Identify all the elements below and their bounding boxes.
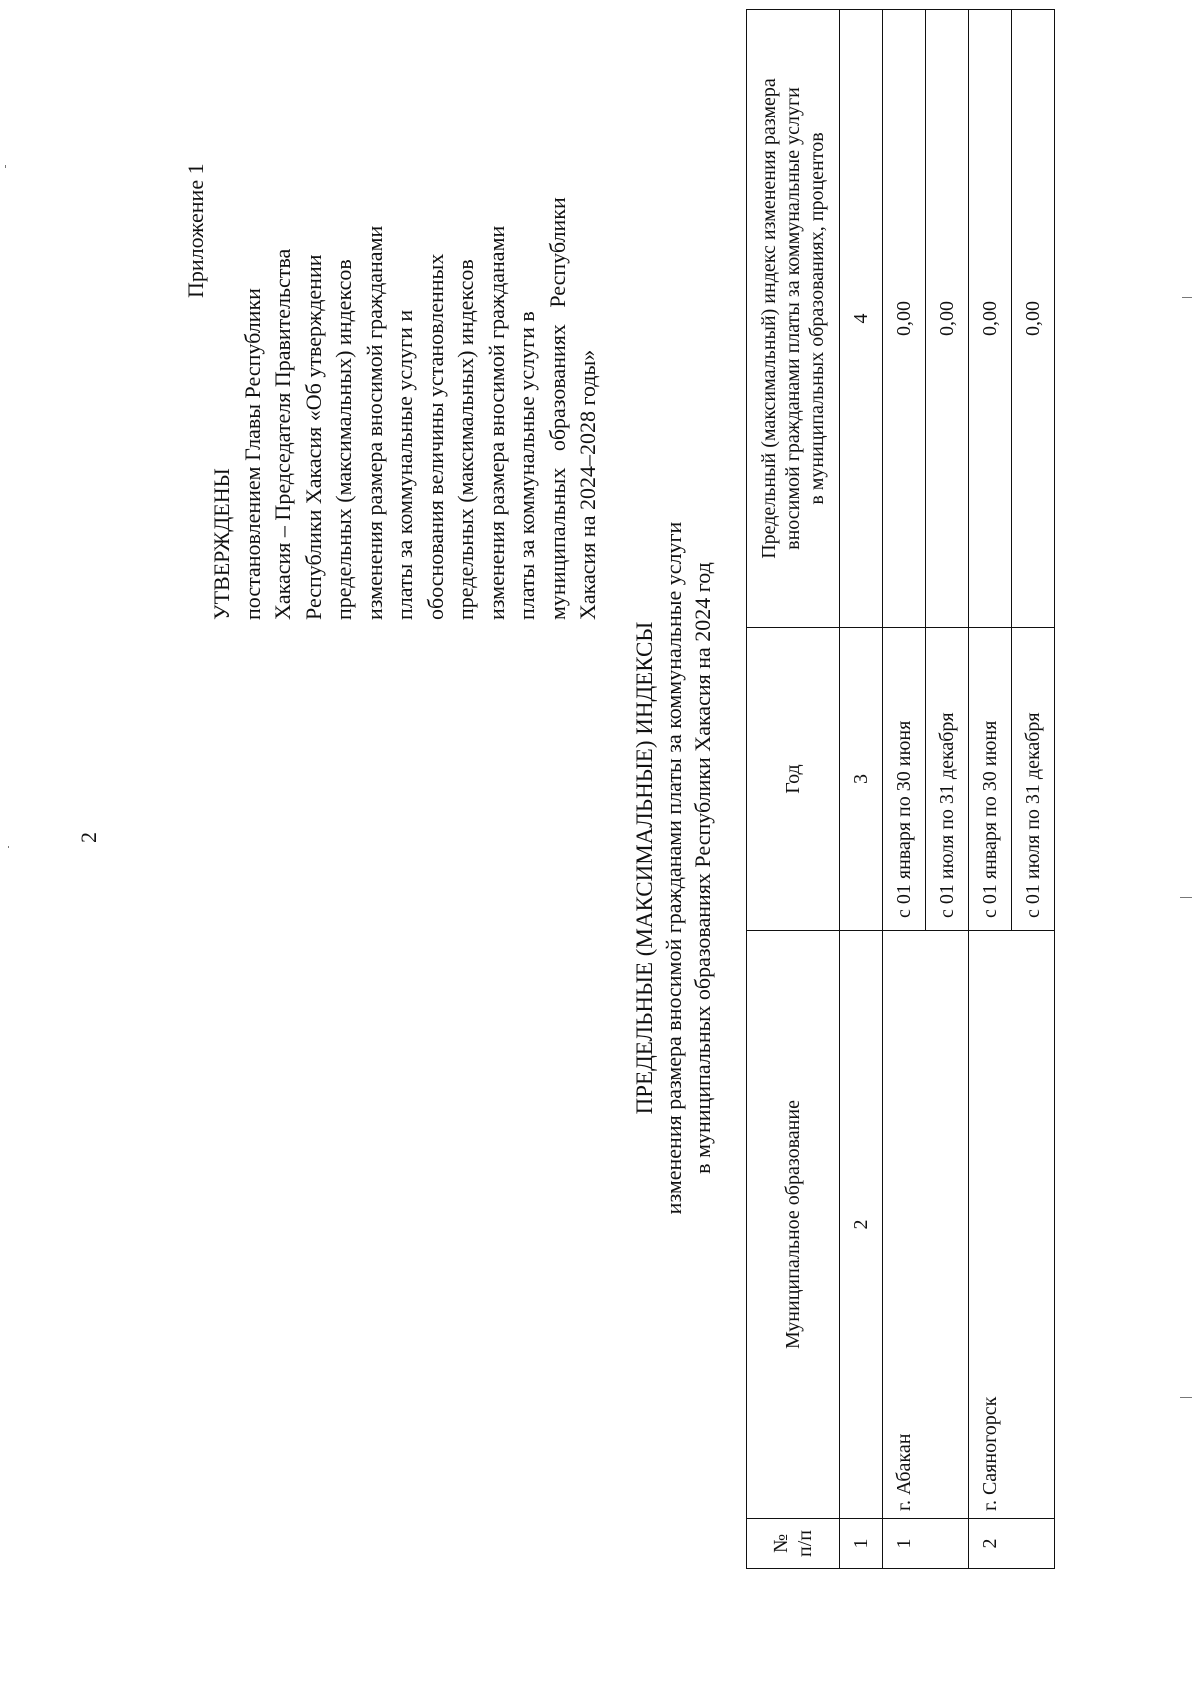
row-index-value: 0,00 [926,10,969,628]
document-title: ПРЕДЕЛЬНЫЕ (МАКСИМАЛЬНЫЕ) ИНДЕКСЫ [632,621,657,1115]
row-municipality-empty [1012,931,1055,1519]
page-number: 2 [76,832,101,843]
scan-artifact [5,165,6,168]
header-num-line: № [770,1533,792,1554]
table-row [883,10,926,1569]
row-index-value: 0,00 [969,10,1012,628]
row-num-empty [926,1519,969,1569]
row-period: с 01 июля по 31 декабря [1012,628,1055,931]
approval-line: Республики Хакасия «Об утверждении [300,254,326,620]
approval-line: платы за коммунальные услуги в [514,311,539,620]
scan-artifact [8,846,9,848]
scan-artifact [1182,297,1192,298]
table-row [926,10,969,1569]
column-number: 2 [840,931,883,1519]
table-row [969,10,1012,1569]
header-period: Год [747,628,840,931]
approval-line: постановлением Главы Республики [239,288,265,620]
header-num [747,1519,840,1569]
row-index-value: 0,00 [883,10,926,628]
header-index [747,10,840,628]
approval-block [207,100,604,620]
approval-line: муниципальных образованиях Республики [544,197,570,620]
row-municipality: г. Саяногорск [969,931,1012,1519]
approval-line: Хакасия на 2024–2028 годы» [575,349,600,620]
header-index-line: вносимой гражданами платы за коммунальные услуги [782,87,804,550]
document-subtitle-line: в муниципальных образованиях Республики Хакасия на 2024 год [690,562,715,1174]
row-municipality: г. Абакан [883,931,926,1519]
approval-line: изменения размера вносимой гражданами [483,225,509,620]
table-header-row [747,10,840,1569]
indices-table [746,9,1055,1569]
approval-line: обоснования величины установленных [422,253,448,620]
row-num-empty [1012,1519,1055,1569]
row-period: с 01 января по 30 июня [969,628,1012,931]
indices-table-wrap [746,9,1055,1569]
approval-line: изменения размера вносимой гражданами [361,225,387,620]
scan-artifact [1180,897,1192,898]
scan-artifact [1180,1397,1192,1398]
approval-line: предельных (максимальных) индексов [453,259,478,620]
header-num-line: п/п [794,1530,816,1557]
approval-line: УТВЕРЖДЕНЫ [209,468,234,620]
row-period: с 01 января по 30 июня [883,628,926,931]
row-index-value: 0,00 [1012,10,1055,628]
column-number: 3 [840,628,883,931]
column-number: 1 [840,1519,883,1569]
table-row [1012,10,1055,1569]
document-heading [630,468,717,1268]
approval-line: Хакасия – Председателя Правительства [270,248,295,620]
column-number: 4 [840,10,883,628]
document-subtitle-line: изменения размера вносимой гражданами платы за коммунальные услуги [661,521,686,1215]
header-municipality: Муниципальное образование [747,931,840,1519]
row-period: с 01 июля по 31 декабря [926,628,969,931]
appendix-label: Приложение 1 [183,163,208,298]
header-index-line: в муниципальных образованиях, процентов [806,132,828,505]
row-municipality-empty [926,931,969,1519]
approval-line: предельных (максимальных) индексов [331,259,356,620]
column-number-row [840,10,883,1569]
header-index-line: Предельный (максимальный) индекс изменения размера [758,78,780,559]
row-num: 2 [969,1519,1012,1569]
row-num: 1 [883,1519,926,1569]
approval-line: платы за коммунальные услуги и [392,309,417,620]
